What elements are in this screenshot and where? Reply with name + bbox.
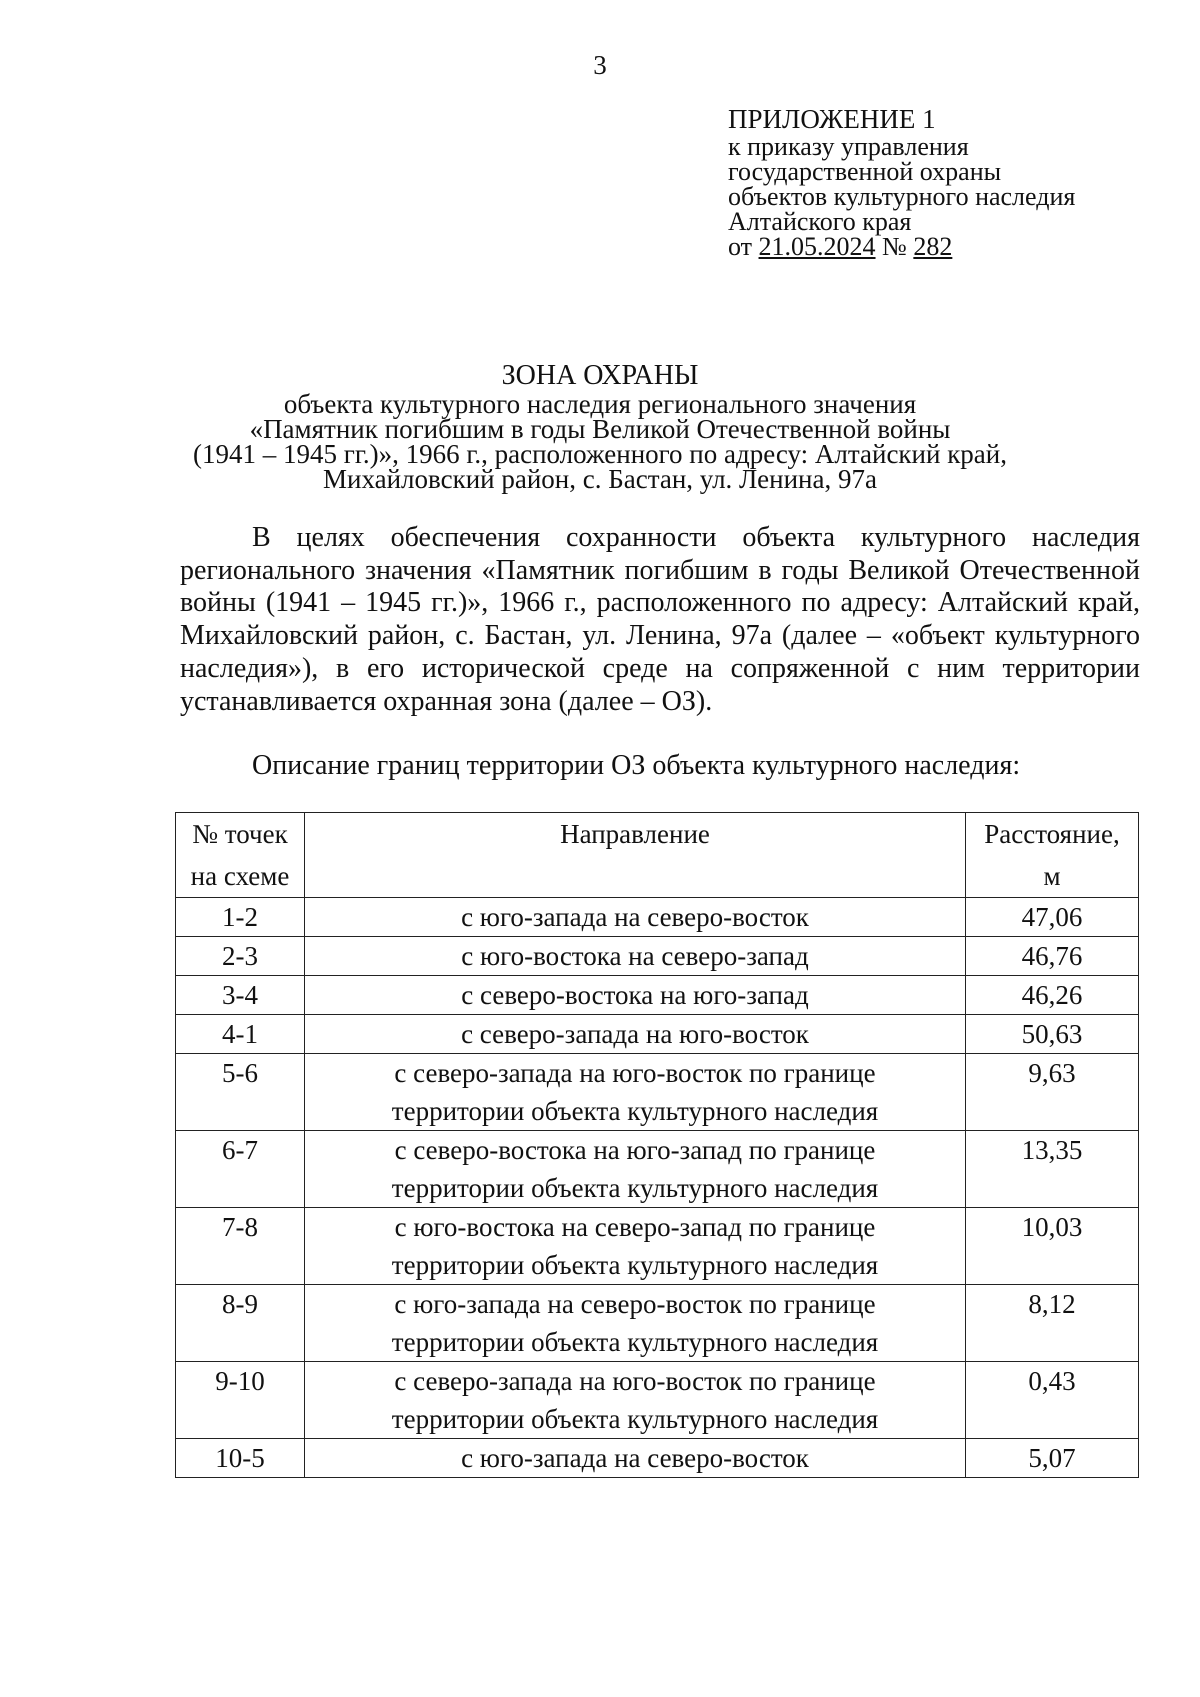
cell-direction: с юго-востока на северо-запад [305, 937, 966, 976]
cell-distance: 10,03 [966, 1208, 1139, 1285]
cell-points: 4-1 [176, 1015, 305, 1054]
cell-direction: с юго-запада на северо-восток [305, 1439, 966, 1478]
cell-direction: с северо-востока на юго-запад [305, 976, 966, 1015]
cell-distance: 9,63 [966, 1054, 1139, 1131]
cell-points: 9-10 [176, 1362, 305, 1439]
table-row [176, 1015, 1139, 1054]
appendix-line: к приказу управления [728, 132, 969, 161]
appendix-line: объектов культурного наследия [728, 182, 1076, 211]
appendix-line: Алтайского края [728, 207, 912, 236]
heading-line: «Памятник погибшим в годы Великой Отечественной войны [249, 414, 951, 444]
cell-direction: с северо-запада на юго-восток по границе территории объекта культурного наследия [305, 1054, 966, 1131]
appendix-block [728, 104, 1168, 259]
appendix-title: ПРИЛОЖЕНИЕ 1 [728, 104, 936, 134]
appendix-date-line [728, 234, 1168, 259]
order-date: 21.05.2024 [758, 232, 876, 261]
document-heading [0, 360, 1200, 492]
appendix-line: государственной охраны [728, 157, 1002, 186]
cell-points: 6-7 [176, 1131, 305, 1208]
cell-direction: с юго-запада на северо-восток [305, 898, 966, 937]
cell-direction: с северо-востока на юго-запад по границе территории объекта культурного наследия [305, 1131, 966, 1208]
cell-distance: 46,26 [966, 976, 1139, 1015]
table-row [176, 1054, 1139, 1131]
header-direction: Направление [305, 813, 966, 898]
cell-direction: с северо-запада на юго-восток по границе территории объекта культурного наследия [305, 1362, 966, 1439]
cell-direction: с юго-запада на северо-восток по границе территории объекта культурного наследия [305, 1285, 966, 1362]
cell-distance: 8,12 [966, 1285, 1139, 1362]
number-prefix: № [882, 232, 907, 261]
table-caption: Описание границ территории ОЗ объекта культурного наследия: [252, 750, 1021, 781]
cell-distance: 5,07 [966, 1439, 1139, 1478]
table-header-row [176, 813, 1139, 898]
table-row [176, 1439, 1139, 1478]
cell-points: 5-6 [176, 1054, 305, 1131]
cell-points: 10-5 [176, 1439, 305, 1478]
cell-points: 2-3 [176, 937, 305, 976]
page-number: 3 [593, 50, 607, 80]
heading-title: ЗОНА ОХРАНЫ [501, 360, 699, 391]
table-row [176, 1131, 1139, 1208]
header-distance: Расстояние, м [966, 813, 1139, 898]
boundaries-table [175, 812, 1139, 1478]
order-number: 282 [913, 232, 953, 261]
cell-distance: 47,06 [966, 898, 1139, 937]
date-prefix: от [728, 232, 753, 261]
table-row [176, 976, 1139, 1015]
cell-distance: 13,35 [966, 1131, 1139, 1208]
intro-paragraph: В целях обеспечения сохранности объекта культурного наследия регионального значения «Памятник погибшим в годы Великой Отечественной войны (1941 – 1945 гг.)», 1966 г., расположенного по адресу: Алтайский край, Михайловский район, с. Бастан, ул. Ленина, 97а (далее – «объект культурного наследия»), в его исторической среде на сопряженной с ним территории устанавливается охранная зона (далее – ОЗ). [180, 522, 1140, 717]
cell-points: 1-2 [176, 898, 305, 937]
cell-distance: 50,63 [966, 1015, 1139, 1054]
cell-distance: 46,76 [966, 937, 1139, 976]
cell-points: 7-8 [176, 1208, 305, 1285]
cell-direction: с северо-запада на юго-восток [305, 1015, 966, 1054]
table-row [176, 1362, 1139, 1439]
table-row [176, 937, 1139, 976]
header-points: № точек на схеме [176, 813, 305, 898]
cell-points: 8-9 [176, 1285, 305, 1362]
heading-line: (1941 – 1945 гг.)», 1966 г., расположенного по адресу: Алтайский край, [193, 439, 1007, 469]
cell-points: 3-4 [176, 976, 305, 1015]
table-row [176, 1285, 1139, 1362]
cell-distance: 0,43 [966, 1362, 1139, 1439]
heading-line: Михайловский район, с. Бастан, ул. Ленина, 97а [323, 464, 877, 494]
cell-direction: с юго-востока на северо-запад по границе территории объекта культурного наследия [305, 1208, 966, 1285]
heading-line: объекта культурного наследия регионального значения [283, 389, 917, 419]
table-row [176, 1208, 1139, 1285]
table-row [176, 898, 1139, 937]
